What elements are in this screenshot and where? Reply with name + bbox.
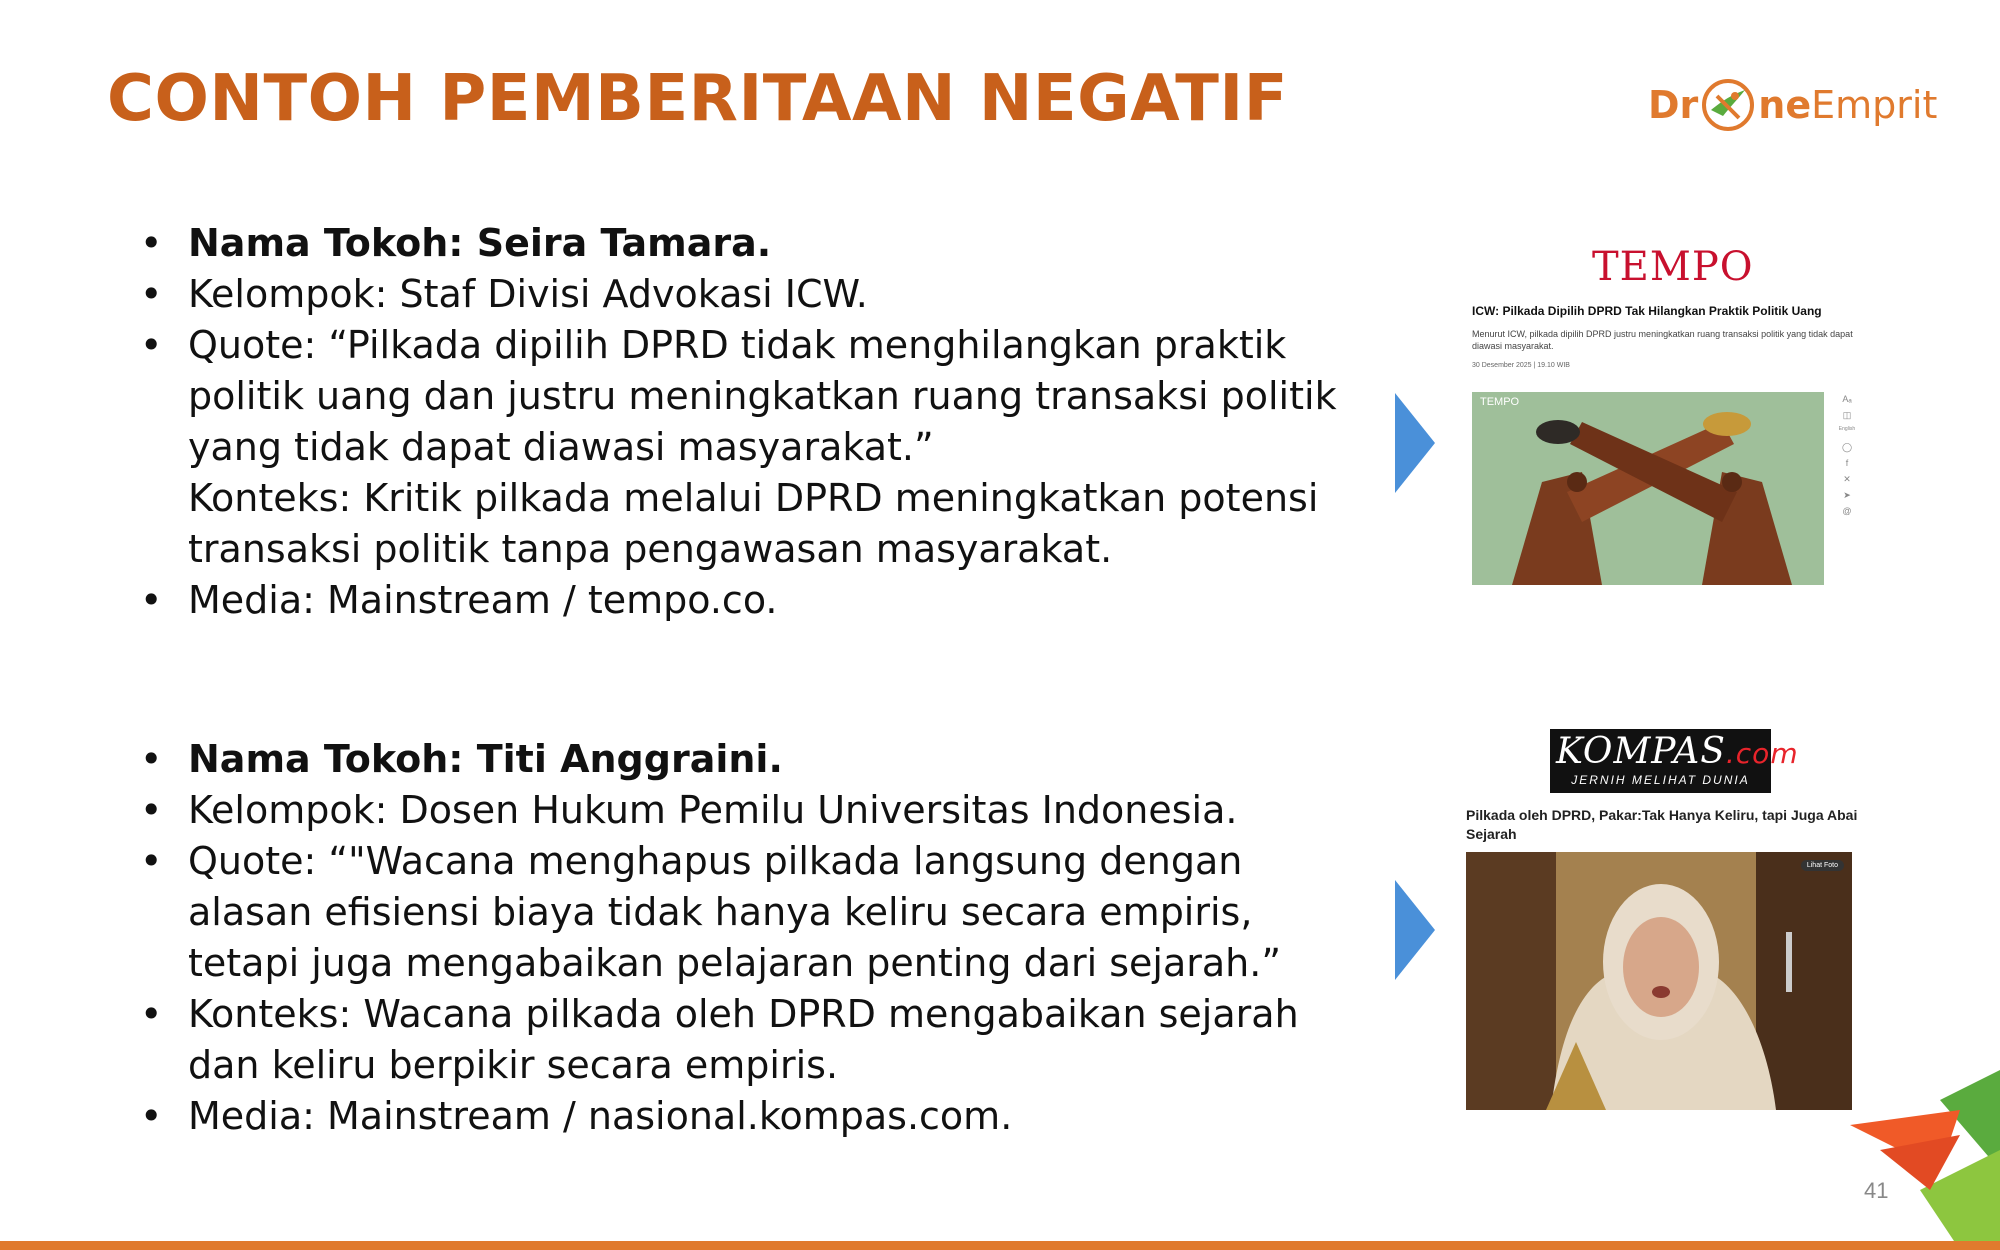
arrow-right-icon <box>1395 393 1435 493</box>
tempo-illustration <box>1472 392 1824 585</box>
corner-leaf-decoration <box>1820 1040 2000 1250</box>
list-item: • Konteks: Wacana pilkada oleh DPRD mengabaikan sejarah dan keliru berpikir secara empiris. <box>140 992 1299 1087</box>
tempo-lead: Menurut ICW, pilkada dipilih DPRD justru meningkatkan ruang transaksi politik yang tidak dapat diawasi masyarakat. <box>1472 329 1853 351</box>
kompas-tagline: JERNIH MELIHAT DUNIA <box>1571 773 1750 787</box>
konteks: Konteks: Kritik pilkada melalui DPRD meningkatkan potensi transaksi politik tanpa pengawasan masyarakat. <box>188 476 1319 571</box>
speaker-photo <box>1466 852 1852 1110</box>
tempo-date: 30 Desember 2025 | 19.10 WIB <box>1472 362 1570 369</box>
telegram-icon[interactable]: ➤ <box>1843 490 1851 500</box>
media: Media: Mainstream / nasional.kompas.com. <box>188 1094 1013 1138</box>
tempo-article-screenshot <box>1464 244 1864 589</box>
quote-line: politik uang dan justru meningkatkan ruang transaksi politik <box>188 374 1337 418</box>
x-icon[interactable]: ✕ <box>1843 474 1851 484</box>
logo-text-dr: Dr <box>1648 83 1699 127</box>
facebook-icon[interactable]: f <box>1845 458 1849 468</box>
logo-text-emprit: Emprit <box>1811 83 1938 127</box>
crossed-arms-illustration <box>1472 392 1824 585</box>
tempo-logo: TEMPO <box>1592 244 1754 290</box>
kelompok: Kelompok: Dosen Hukum Pemilu Universitas Indonesia. <box>188 788 1238 832</box>
tempo-headline: ICW: Pilkada Dipilih DPRD Tak Hilangkan Praktik Politik Uang <box>1472 304 1822 318</box>
arrow-right-icon <box>1395 880 1435 980</box>
kompas-logo: KOMPAS.com JERNIH MELIHAT DUNIA <box>1550 729 1771 793</box>
list-item: • Media: Mainstream / tempo.co. <box>140 578 778 622</box>
bullet-list-seira <box>140 218 1340 626</box>
list-item: • Nama Tokoh: Seira Tamara. <box>140 221 772 265</box>
page-number: 41 <box>1864 1178 1889 1203</box>
list-item: • Media: Mainstream / nasional.kompas.com. <box>140 1094 1013 1138</box>
slide-title: CONTOH PEMBERITAAN NEGATIF <box>107 62 1288 136</box>
bookmark-icon[interactable]: ◫ <box>1842 410 1852 420</box>
tempo-share-sidebar <box>1832 394 1862 584</box>
quote-line: tetapi juga mengabaikan pelajaran penting dari sejarah.” <box>188 941 1282 985</box>
logo-text-ne: ne <box>1758 83 1812 127</box>
whatsapp-icon[interactable]: ◯ <box>1841 442 1853 452</box>
list-item: • Quote: “"Wacana menghapus pilkada langsung dengan alasan efisiensi biaya tidak hanya keliru secara empiris, tetapi juga mengabaikan pelajaran penting dari sejarah.” <box>140 839 1282 985</box>
drone-emprit-logo <box>1648 70 1937 140</box>
quote-line: yang tidak dapat diawasi masyarakat.” <box>188 425 934 469</box>
tempo-watermark: TEMPO <box>1480 396 1520 408</box>
media: Media: Mainstream / tempo.co. <box>188 578 778 622</box>
list-item: • Kelompok: Staf Divisi Advokasi ICW. <box>140 272 868 316</box>
kompas-photo <box>1466 852 1852 1110</box>
bullet-list-titi <box>140 734 1340 1142</box>
konteks: Konteks: Wacana pilkada oleh DPRD mengabaikan sejarah <box>188 992 1299 1036</box>
quote-line: Quote: “"Wacana menghapus pilkada langsung dengan <box>188 839 1243 883</box>
list-item: • Quote: “Pilkada dipilih DPRD tidak menghilangkan praktik politik uang dan justru meningkatkan ruang transaksi politik yang tidak dapat diawasi masyarakat.” <box>140 323 1337 469</box>
kompas-headline: Pilkada oleh DPRD, Pakar:Tak Hanya Keliru, tapi Juga Abai Sejarah <box>1466 807 1858 842</box>
list-item: • Nama Tokoh: Titi Anggraini. <box>140 737 783 781</box>
see-photo-button[interactable]: Lihat Foto <box>1801 860 1844 871</box>
bottom-accent-bar <box>0 1241 2000 1250</box>
language-label[interactable]: English <box>1838 426 1856 432</box>
threads-icon[interactable]: @ <box>1842 506 1852 516</box>
font-size-icon[interactable]: Aₐ <box>1842 394 1852 404</box>
nama-tokoh: Nama Tokoh: Titi Anggraini. <box>188 737 783 781</box>
list-item: • Kelompok: Dosen Hukum Pemilu Universitas Indonesia. <box>140 788 1238 832</box>
nama-tokoh: Nama Tokoh: Seira Tamara. <box>188 221 772 265</box>
kelompok: Kelompok: Staf Divisi Advokasi ICW. <box>188 272 868 316</box>
quote-line: alasan efisiensi biaya tidak hanya keliru secara empiris, <box>188 890 1253 934</box>
drone-bird-icon <box>1699 76 1757 134</box>
quote-line: Quote: “Pilkada dipilih DPRD tidak menghilangkan praktik <box>188 323 1287 367</box>
